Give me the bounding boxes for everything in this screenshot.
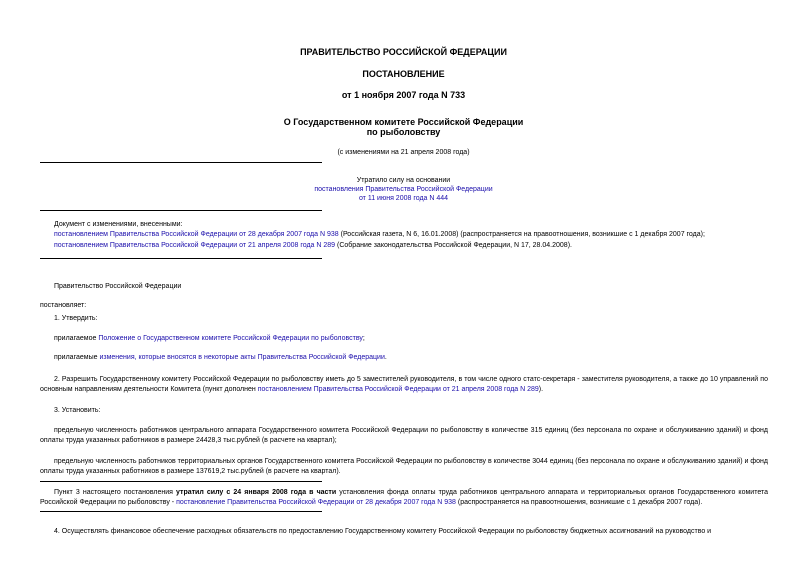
item-3a: предельную численность работников центрального аппарата Государственного комитета Российской Федерации по рыболовству в количестве 315 единиц (без персонала по охране и обслуживанию зданий) и фонд оплаты труда указанных работников в размере 24428,3 тыс.рублей (в расчете на квартал); [40, 427, 768, 444]
decides-line: постановляет: [40, 302, 87, 309]
changes-note: (с изменениями на 21 апреля 2008 года) [337, 149, 470, 156]
amendments-intro: Документ с изменениями, внесенными: [54, 221, 183, 228]
amendment-1 [54, 230, 705, 240]
divider [40, 481, 322, 482]
regulation-link[interactable]: Положение о Государственном комитете Российской Федерации по рыболовству [98, 335, 363, 342]
divider [40, 258, 322, 259]
lost-force-link[interactable]: постановления Правительства Российской Федерации [314, 186, 493, 193]
document-title-line1: О Государственном комитете Российской Федерации [283, 117, 524, 127]
document-date-number: от 1 ноября 2007 года N 733 [341, 90, 466, 100]
amendment-2 [54, 241, 572, 251]
government-heading: ПРАВИТЕЛЬСТВО РОССИЙСКОЙ ФЕДЕРАЦИИ [300, 47, 507, 57]
changes-link[interactable]: изменения, которые вносятся в некоторые акты Правительства Российской Федерации [99, 354, 385, 361]
lost-force-link-date[interactable]: от 11 июня 2008 года N 444 [358, 195, 449, 202]
amendment-1-link[interactable]: постановлением Правительства Российской Федерации от 28 декабря 2007 года N 938 [54, 231, 339, 238]
amendment-1-text: (Российская газета, N 6, 16.01.2008) (распространяется на правоотношения, возникшие с 1 декабря 2007 года); [338, 231, 705, 238]
item-2-link[interactable]: постановлением Правительства Российской Федерации от 21 апреля 2008 года N 289 [257, 386, 539, 393]
item-1b: прилагаемые изменения, которые вносятся в некоторые акты Правительства Российской Федерации. [54, 354, 387, 361]
document-title-line2: по рыболовству [366, 127, 441, 137]
divider [40, 511, 322, 512]
government-line: Правительство Российской Федерации [54, 283, 182, 290]
amendment-2-text: (Собрание законодательства Российской Федерации, N 17, 28.04.2008). [335, 242, 572, 249]
item-3b: предельную численность работников территориальных органов Государственного комитета Российской Федерации по рыболовству в количестве 3044 единиц (без персонала по охране и обслуживанию зданий) и фонд оплаты труда указанных работников в размере 137619,2 тыс.рублей (в расчете на квартал). [40, 458, 768, 475]
item-3: 3. Установить: [54, 407, 101, 414]
document-type: ПОСТАНОВЛЕНИЕ [362, 69, 445, 79]
lost-force-line1: Утратило силу на основании [356, 177, 451, 184]
item-2: 2. Разрешить Государственному комитету Российской Федерации по рыболовству иметь до 5 заместителей руководителя, в том числе одного статс-секретаря - заместителя руководителя, а также до 10 управлений по основным направлениям деятельности Комитета (пункт дополнен постановлением Правительства Российской Федерации от 21 апреля 2008 года N 289). [40, 376, 768, 393]
amendment-2-link[interactable]: постановлением Правительства Российской Федерации от 21 апреля 2008 года N 289 [54, 242, 336, 249]
item-1a: прилагаемое Положение о Государственном комитете Российской Федерации по рыболовству; [54, 335, 365, 342]
item-3-note-link[interactable]: постановление Правительства Российской Федерации от 28 декабря 2007 года N 938 [176, 499, 456, 506]
item-4: 4. Осуществлять финансовое обеспечение расходных обязательств по предоставлению Государственному комитету Российской Федерации по рыболовству бюджетных ассигнований на руководство и [54, 528, 712, 535]
divider [40, 210, 322, 211]
item-1: 1. Утвердить: [54, 315, 98, 322]
divider [40, 162, 322, 163]
item-3-note: Пункт 3 настоящего постановления утратил силу с 24 января 2008 года в части установления фонда оплаты труда работников центрального аппарата и территориальных органов Государственного комитета Российской Федерации по рыболовству - постановление Правительства Российской Федерации от 28 декабря 2007 года N 938 (распространяется на правоотношения, возникшие с 1 декабря 2007 года). [40, 489, 768, 506]
